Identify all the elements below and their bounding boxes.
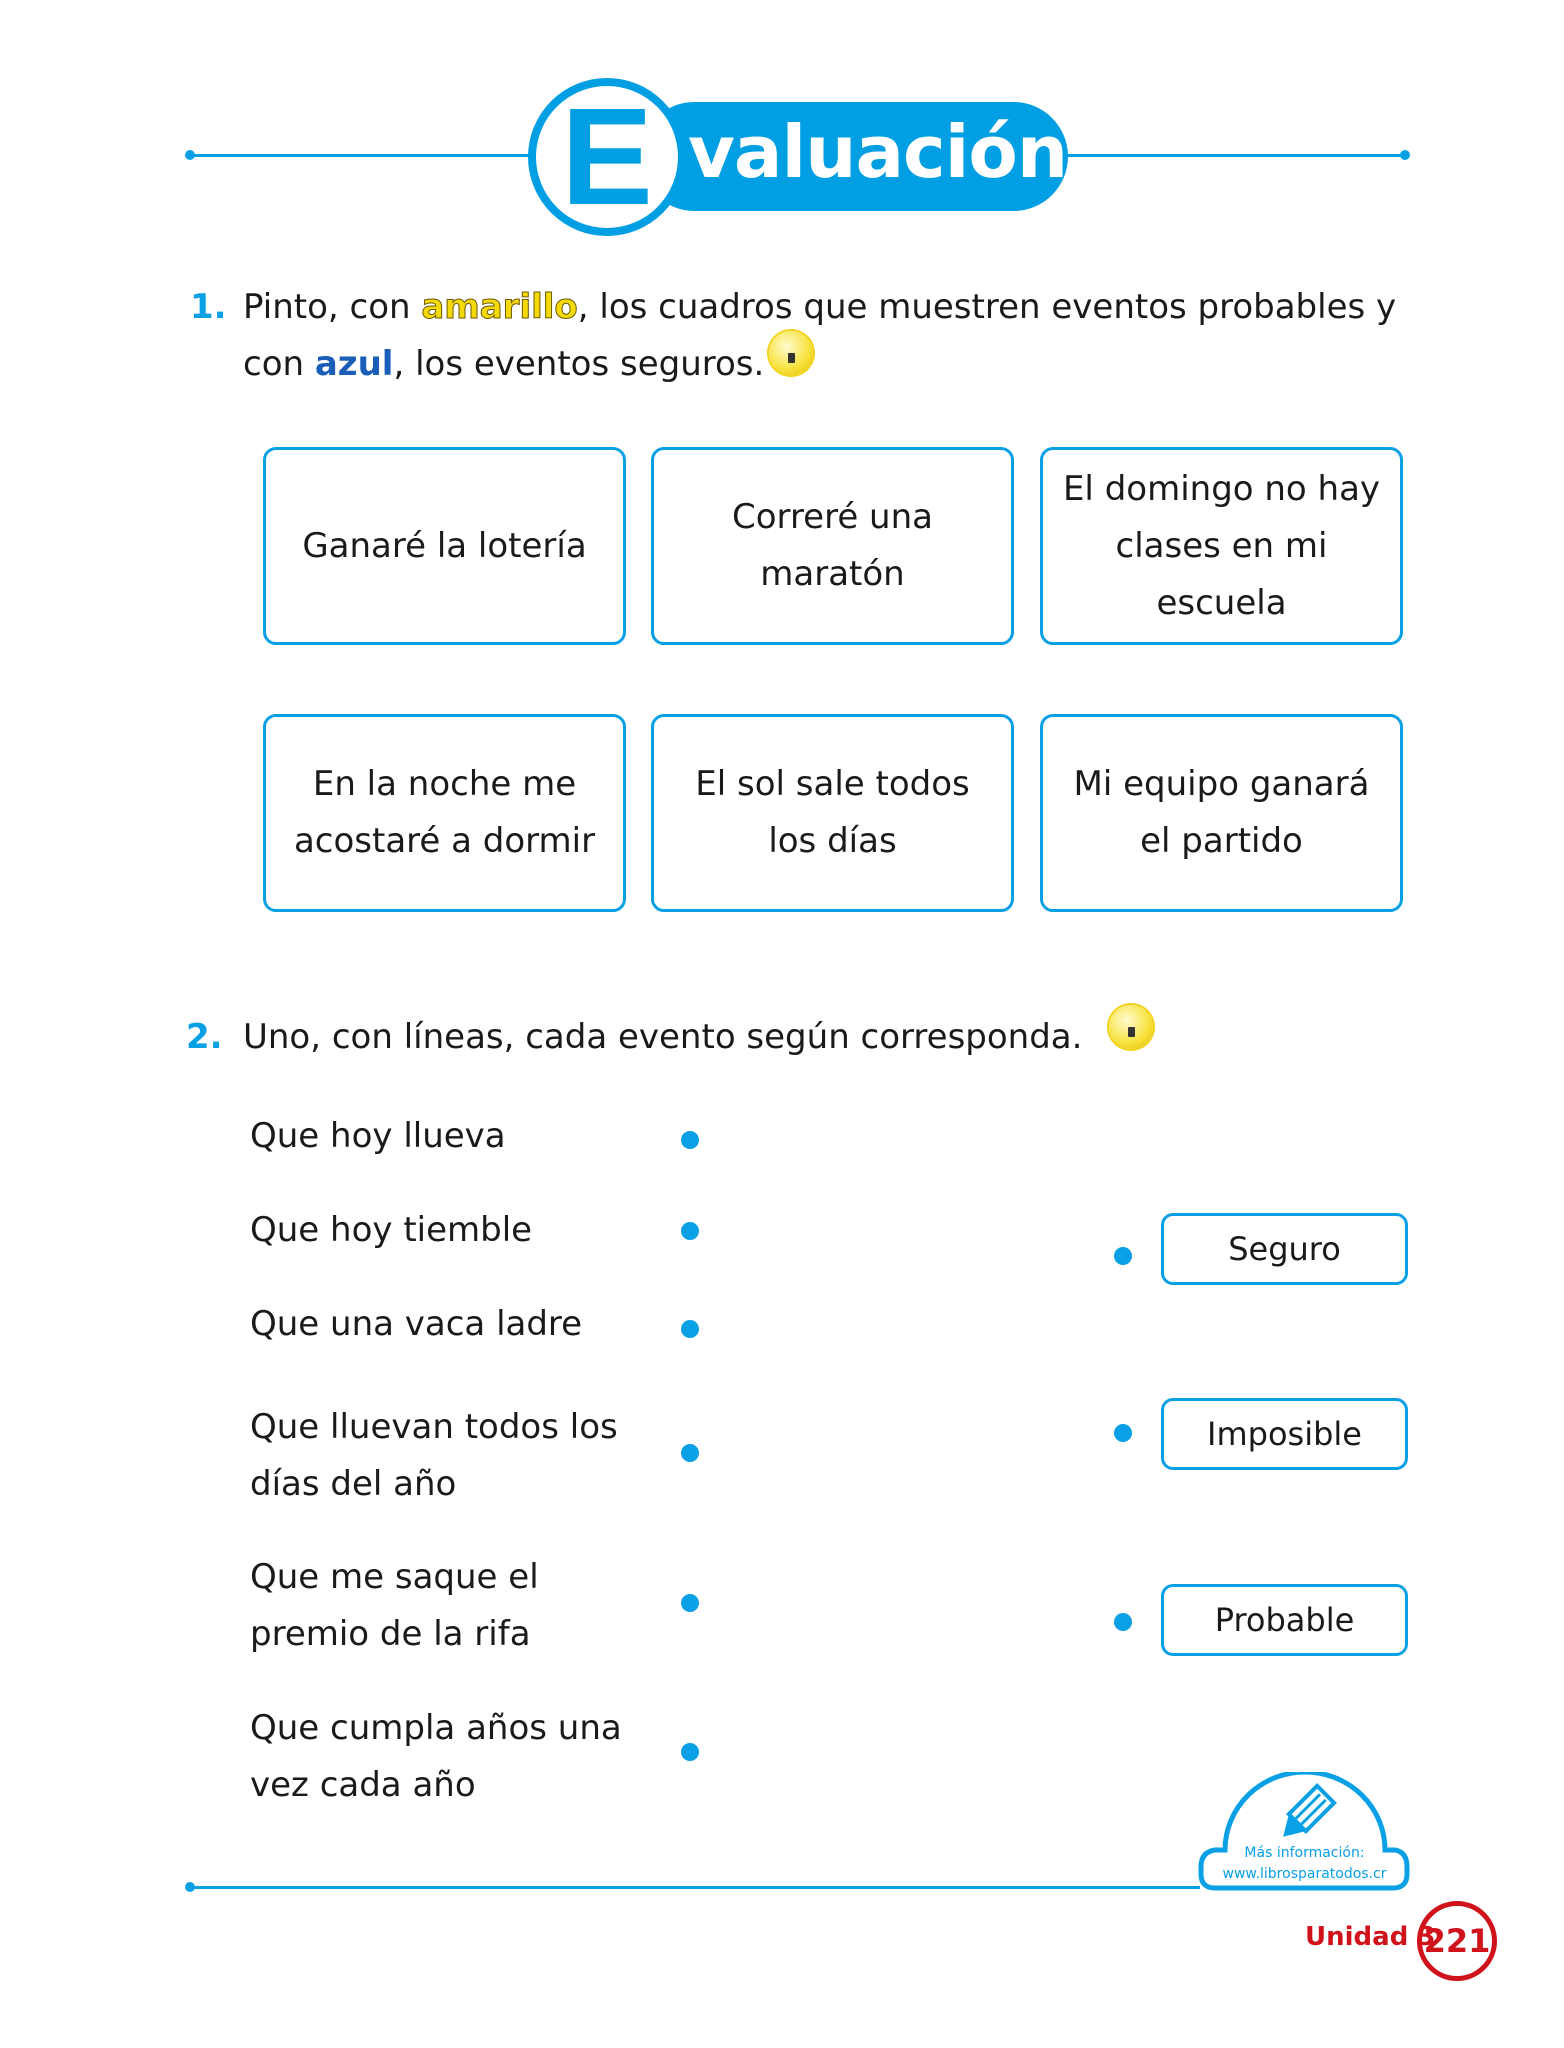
text: , los eventos seguros.: [393, 344, 765, 384]
option-probable[interactable]: [1161, 1584, 1408, 1656]
question-1-number: 1.: [190, 287, 227, 327]
more-info-url[interactable]: www.librosparatodos.cr: [1222, 1866, 1387, 1882]
yellow-word: amarillo: [421, 287, 578, 327]
card-text: En la noche me acostaré a dormir: [293, 764, 596, 861]
event-card[interactable]: [1040, 447, 1403, 645]
event-item: Que lluevan todos los días del año: [250, 1407, 618, 1504]
line-endpoint: [185, 1882, 195, 1892]
question-2-instruction: Uno, con líneas, cada evento según corresponda.: [243, 1017, 1083, 1057]
page-number: 221: [1417, 1901, 1497, 1981]
text: , los cuadros que muestren eventos probables y: [577, 287, 1397, 327]
card-text: Mi equipo ganará el partido: [1073, 764, 1370, 861]
event-item: Que cumpla años una vez cada año: [250, 1708, 622, 1805]
event-card[interactable]: [651, 447, 1014, 645]
text: con: [243, 344, 315, 384]
blue-word: azul: [314, 344, 394, 384]
header-line-left: [190, 154, 540, 157]
title-initial: E: [560, 80, 654, 234]
question-2-number: 2.: [186, 1017, 223, 1057]
card-text: El domingo no hay clases en mi escuela: [1062, 468, 1381, 623]
lightbulb-icon: [1109, 1005, 1153, 1049]
match-dot-left[interactable]: [681, 1320, 699, 1338]
lightbulb-icon: [769, 331, 813, 375]
match-dot-left[interactable]: [681, 1444, 699, 1462]
text: Pinto, con: [243, 287, 422, 327]
match-dot-left[interactable]: [681, 1131, 699, 1149]
option-label: Seguro: [1228, 1230, 1341, 1268]
more-info-label: Más información:: [1244, 1845, 1365, 1861]
line-endpoint: [185, 150, 195, 160]
line-endpoint: [1400, 150, 1410, 160]
option-label: Imposible: [1207, 1415, 1362, 1453]
event-item: Que me saque el premio de la rifa: [250, 1557, 539, 1654]
question-1-instruction: [243, 279, 1423, 393]
card-text: Correré una maratón: [732, 497, 933, 594]
match-dot-right[interactable]: [1114, 1424, 1132, 1442]
footer-line: [190, 1886, 1200, 1889]
unit-label: Unidad 3: [1305, 1922, 1436, 1952]
match-dot-left[interactable]: [681, 1743, 699, 1761]
match-dot-left[interactable]: [681, 1222, 699, 1240]
event-card[interactable]: [263, 714, 626, 912]
event-card[interactable]: [263, 447, 626, 645]
more-info-cloud[interactable]: [1195, 1772, 1414, 1892]
event-item: Que hoy tiemble: [250, 1210, 533, 1250]
card-text: Ganaré la lotería: [302, 525, 587, 566]
option-seguro[interactable]: [1161, 1213, 1408, 1285]
page-title: valuación: [688, 110, 1068, 194]
header-line-right: [1060, 154, 1405, 157]
option-label: Probable: [1214, 1601, 1355, 1639]
event-item: Que hoy llueva: [250, 1116, 506, 1156]
match-dot-right[interactable]: [1114, 1247, 1132, 1265]
event-item: Que una vaca ladre: [250, 1304, 583, 1344]
option-imposible[interactable]: [1161, 1398, 1408, 1470]
event-card[interactable]: [1040, 714, 1403, 912]
match-dot-left[interactable]: [681, 1594, 699, 1612]
match-dot-right[interactable]: [1114, 1613, 1132, 1631]
card-text: El sol sale todos los días: [695, 764, 970, 861]
event-card[interactable]: [651, 714, 1014, 912]
